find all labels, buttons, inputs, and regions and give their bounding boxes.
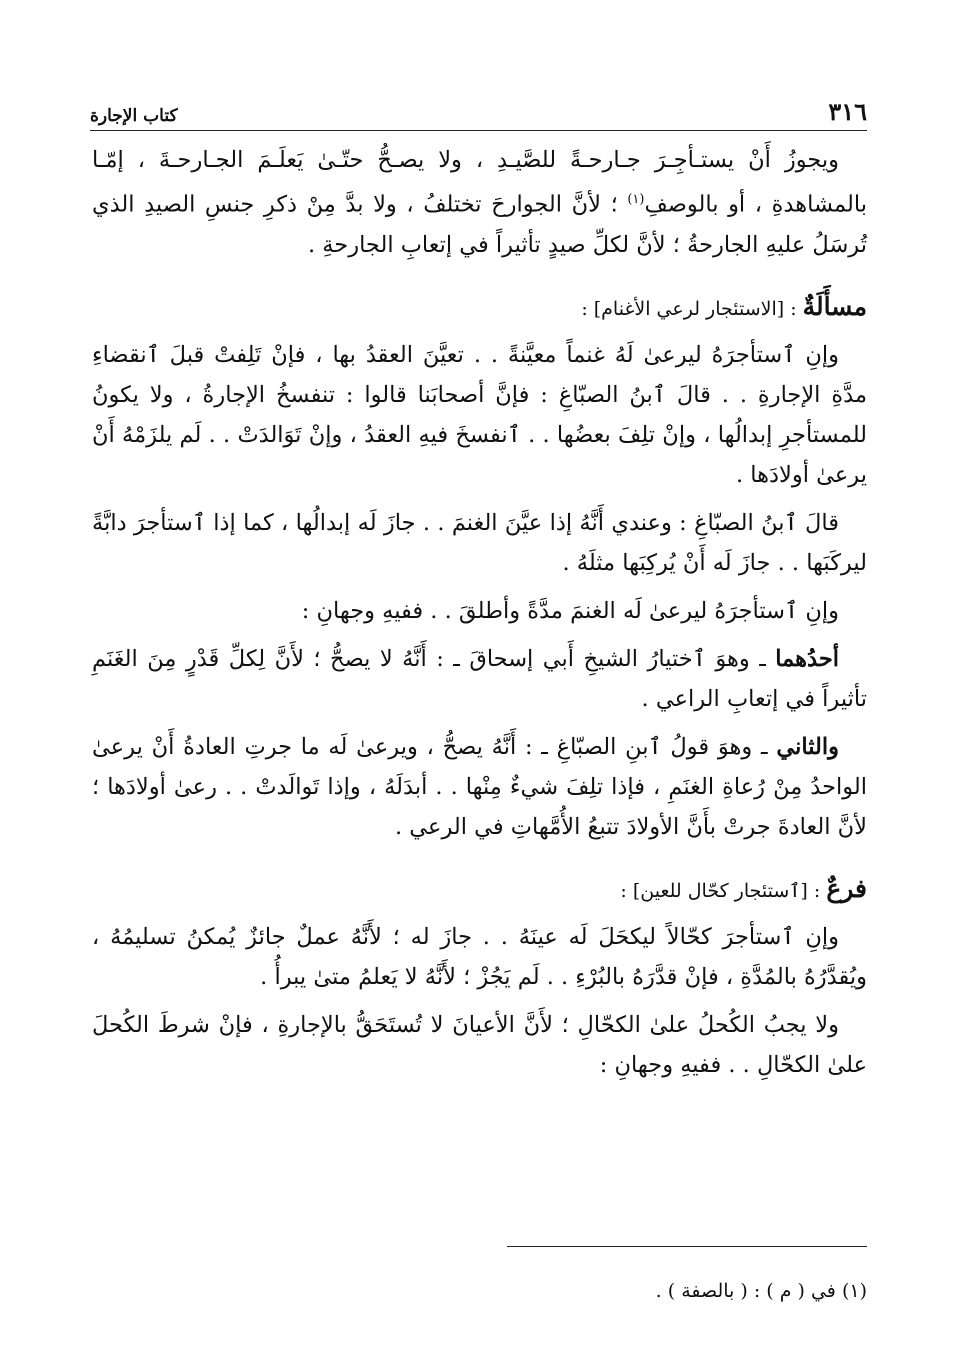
footnote-ref: (١) <box>627 192 645 207</box>
lead-word: والثاني <box>776 733 839 760</box>
running-title: كتاب الإجارة <box>90 106 178 126</box>
paragraph-first-view <box>92 639 867 719</box>
page-number: ٣١٦ <box>828 97 867 126</box>
footnote <box>92 1280 867 1302</box>
section-heading-far <box>92 869 867 911</box>
page-body <box>92 140 867 1085</box>
footnote-text: في ( م ) : ( بالصفة ) . <box>655 1280 836 1302</box>
heading-title: : [ٱستئجار كحّال للعين] : <box>620 879 827 902</box>
section-heading-masala <box>92 287 867 329</box>
footnote-divider <box>507 1246 867 1247</box>
footnote-marker: (١) <box>841 1280 867 1302</box>
heading-word: فرعٌ <box>826 873 867 903</box>
lead-word: أحدُهما <box>775 645 839 672</box>
paragraph-kahhal: وإنِ ٱستأجرَ كحّالاً ليكحَلَ لَه عينَهُ . . جازَ له ؛ لأَنَّهُ عملٌ جائزٌ يُمكنُ تسليمُهُ ، ويُقدَّرُهُ بالمُدَّةِ ، فإنْ قدَّرَهُ بالبُرْءِ . . لَم يَجُزْ ؛ لأَنَّهُ لا يَعلمُ متىٰ يبرأُ . <box>92 923 867 990</box>
page-header <box>90 92 867 131</box>
paragraph-jawarih <box>92 140 867 265</box>
paragraph-kuhl: ولا يجبُ الكُحلُ علىٰ الكحّالِ ؛ لأَنَّ الأعيانَ لا تُستَحَقُّ بالإجارةِ ، فإنْ شرطَ الكُحلَ علىٰ الكحّالِ . . ففيهِ وجهانِ : <box>92 1011 867 1078</box>
paragraph-ibn-sabbagh: قالَ ٱبنُ الصبّاغِ : وعندي أَنَّهُ إذا عيَّنَ الغنمَ . . جازَ لَه إبدالُها ، كما إذا ٱستأجرَ دابَّةً ليركَبَها . . جازَ لَه أَنْ يُركِبَها مثلَهُ . <box>92 509 867 576</box>
paragraph-text: ـ وهوَ قولُ ٱبنِ الصبّاغِ ـ : أَنَّهُ يصحُّ ، ويرعىٰ لَه ما جرتِ العادةُ أَنْ يرعىٰ الواحدُ مِنْ رُعاةِ الغنَمِ ، فإذا تلِفَ شيءٌ مِنْها . . أبدَلَهُ ، وإذا تَوالَدتْ . . رعىٰ أولادَها ؛ لأنَّ العادةَ جرتْ بأَنَّ الأولادَ تتبعُ الأُمَّهاتِ في الرعي . <box>92 733 867 840</box>
paragraph-text: ـ وهوَ ٱختيارُ الشيخِ أَبي إسحاقَ ـ : أَنَّهُ لا يصحُّ ؛ لأَنَّ لِكلِّ قَدْرٍ مِنَ الغَنَمِ تأثيراً في إتعابِ الراعي . <box>92 645 867 712</box>
paragraph-second-view <box>92 727 867 847</box>
paragraph-wajhan: وإنِ ٱستأجرَهُ ليرعىٰ لَه الغنمَ مدَّةً وأطلقَ . . ففيهِ وجهانِ : <box>301 597 839 624</box>
heading-title: : [الاستئجار لرعي الأغنام] : <box>581 297 803 320</box>
paragraph-text: ؛ لأنَّ الجوارحَ تختلفُ ، ولا بدَّ مِنْ ذكرِ جنسِ الصيدِ الذي تُرسَلُ عليهِ الجارحةُ ؛ لأنَّ لكلِّ صيدٍ تأثيراً في إتعابِ الجارحةِ . <box>92 191 867 258</box>
paragraph-ghanam: وإنِ ٱستأجرَهُ ليرعىٰ لَهُ غنماً معيَّنةً . . تعيَّنَ العقدُ بها ، فإنْ تَلِفتْ قبلَ ٱنقضاءِ مدَّةِ الإجارةِ . . قالَ ٱبنُ الصبّاغِ : فإنَّ أصحابَنا قالوا : تنفسخُ الإجارةُ ، ولا يكونُ للمستأجرِ إبدالُها ، وإنْ تلِفَ بعضُها . . ٱنفسخَ فيهِ العقدُ ، وإنْ تَوَالدَتْ . . لَم يلزَمْهُ أَنْ يرعىٰ أولادَها . <box>92 341 867 488</box>
paragraph-text: ويجوزُ أَنْ يستـأجِـرَ جـارحـةً للصَّيـدِ ، ولا يصـحُّ حتّـىٰ يَعلَـمَ الجـارحـةَ ، إمّـا بالمشاهدةِ ، أو بالوصفِ <box>92 147 868 218</box>
heading-word: مسأَلَةٌ <box>802 291 867 321</box>
